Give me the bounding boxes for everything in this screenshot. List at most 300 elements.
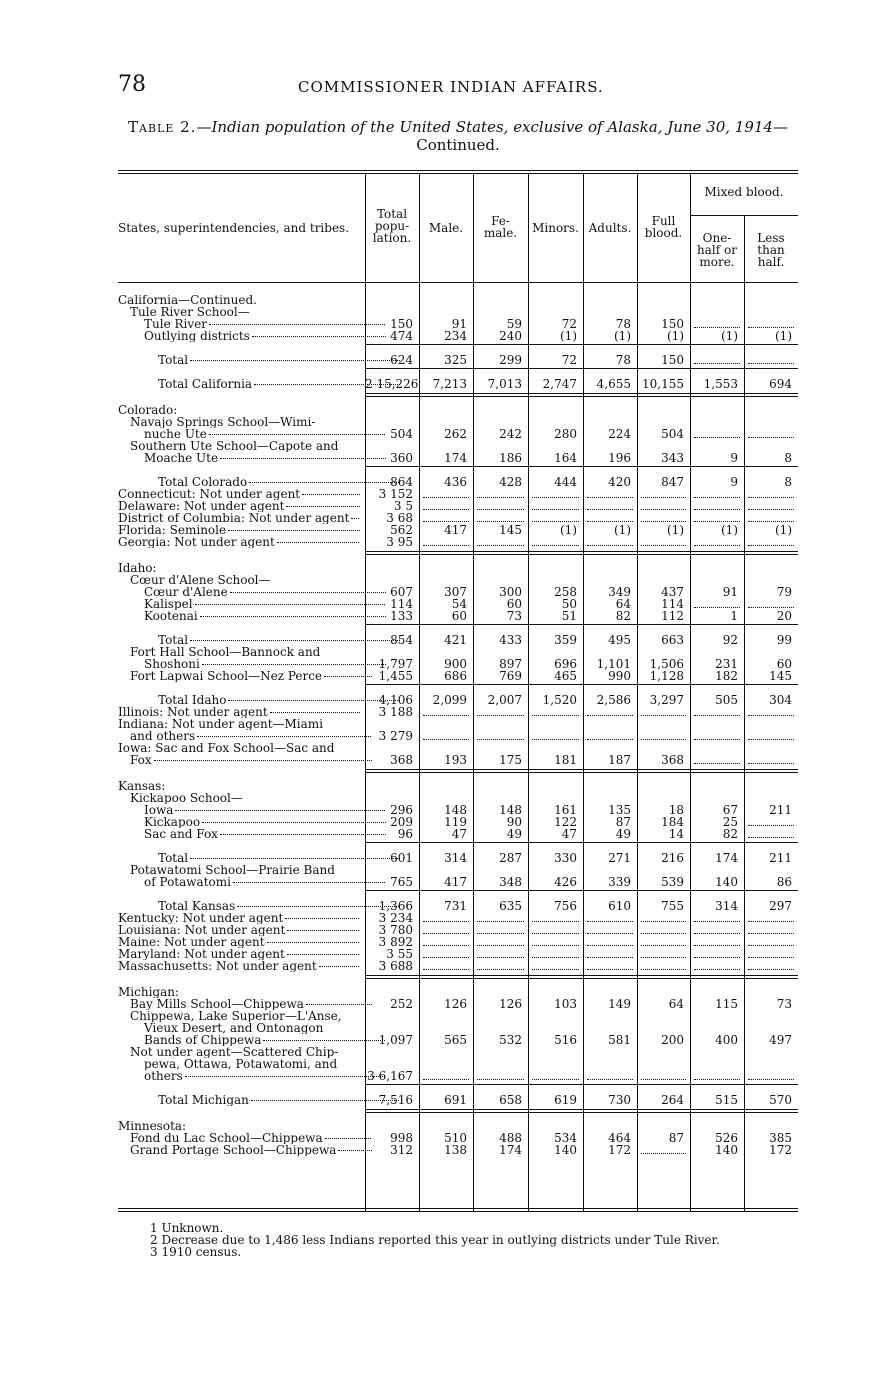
- total-rule: [365, 1084, 798, 1085]
- blank-cell-dots: [532, 933, 579, 934]
- data-cell: 20: [776, 609, 792, 623]
- data-cell: 562: [390, 523, 413, 537]
- blank-cell-dots: [532, 545, 579, 546]
- data-cell: 145: [769, 669, 792, 683]
- blank-cell-dots: [748, 497, 794, 498]
- blank-cell-dots: [532, 921, 579, 922]
- data-cell: 8: [784, 451, 792, 465]
- row-stub: [118, 452, 386, 464]
- data-cell: 359: [554, 633, 577, 647]
- row-stub: [118, 1010, 372, 1022]
- row-label: Iowa: Sac and Fox School—Sac and: [118, 742, 335, 754]
- data-cell: 114: [661, 597, 684, 611]
- leader-dots: [154, 760, 372, 761]
- data-cell: 325: [444, 353, 467, 367]
- total-rule: [365, 624, 798, 625]
- data-cell: 72: [561, 317, 577, 331]
- data-cell: 990: [608, 669, 631, 683]
- data-cell: 1,797: [378, 657, 413, 671]
- data-cell: 73: [776, 997, 792, 1011]
- blank-cell-dots: [587, 957, 633, 958]
- total-rule: [365, 344, 798, 345]
- data-cell: 9: [730, 475, 738, 489]
- blank-cell-dots: [641, 545, 686, 546]
- data-cell: 330: [554, 851, 577, 865]
- blank-cell-dots: [423, 509, 469, 510]
- leader-dots: [233, 882, 386, 883]
- data-cell: 464: [608, 1131, 631, 1145]
- data-cell: 264: [661, 1093, 684, 1107]
- blank-cell-dots: [587, 715, 633, 716]
- table-title: —Indian population of the United States, exclusive of Alaska, June 30, 1914—: [196, 118, 788, 136]
- data-cell: 18: [668, 803, 684, 817]
- row-stub: [118, 440, 372, 452]
- leader-dots: [319, 966, 360, 967]
- row-stub: [118, 476, 400, 488]
- blank-cell-dots: [477, 933, 524, 934]
- row-label: Louisiana: Not under agent: [118, 924, 286, 936]
- blank-cell-dots: [641, 933, 686, 934]
- row-label: Massachusetts: Not under agent: [118, 960, 317, 972]
- data-cell: 516: [554, 1033, 577, 1047]
- data-cell: 145: [499, 523, 522, 537]
- row-label: Total: [158, 354, 189, 366]
- leader-dots: [302, 494, 360, 495]
- data-cell: 3 95: [386, 535, 413, 549]
- data-cell: 348: [499, 875, 522, 889]
- blank-cell-dots: [477, 921, 524, 922]
- row-stub: [118, 960, 360, 972]
- blank-cell-dots: [748, 1079, 794, 1080]
- blank-cell-dots: [477, 1079, 524, 1080]
- blank-cell-dots: [694, 969, 740, 970]
- row-stub: [118, 730, 372, 742]
- blank-cell-dots: [532, 509, 579, 510]
- row-stub: [118, 586, 386, 598]
- data-cell: (1): [614, 523, 631, 537]
- data-cell: 1,506: [649, 657, 684, 671]
- data-cell: 258: [554, 585, 577, 599]
- row-stub: [118, 924, 360, 936]
- table-bottom-rule: [118, 1208, 798, 1209]
- data-cell: 87: [668, 1131, 684, 1145]
- data-cell: 224: [608, 427, 631, 441]
- row-label: Kootenai: [144, 610, 198, 622]
- data-cell: 172: [608, 1143, 631, 1157]
- blank-cell-dots: [748, 921, 794, 922]
- total-rule: [365, 684, 798, 685]
- blank-cell-dots: [641, 957, 686, 958]
- data-cell: 864: [390, 475, 413, 489]
- blank-cell-dots: [587, 521, 633, 522]
- data-cell: 161: [554, 803, 577, 817]
- data-cell: 209: [390, 815, 413, 829]
- data-cell: 307: [444, 585, 467, 599]
- data-cell: 231: [715, 657, 738, 671]
- data-cell: 2,099: [432, 693, 467, 707]
- blank-cell-dots: [694, 945, 740, 946]
- total-rule: [365, 890, 798, 891]
- row-stub: [118, 416, 372, 428]
- blank-cell-dots: [641, 921, 686, 922]
- data-cell: 1,101: [596, 657, 631, 671]
- data-cell: 148: [444, 803, 467, 817]
- group-rule: [365, 1109, 798, 1110]
- blank-cell-dots: [694, 763, 740, 764]
- row-label: Total Kansas: [158, 900, 236, 912]
- data-cell: 755: [661, 899, 684, 913]
- data-cell: 103: [554, 997, 577, 1011]
- blank-cell-dots: [748, 763, 794, 764]
- blank-cell-dots: [748, 545, 794, 546]
- row-label: Bands of Chippewa: [144, 1034, 262, 1046]
- row-stub: [118, 998, 372, 1010]
- row-stub: [118, 610, 386, 622]
- data-cell: (1): [560, 523, 577, 537]
- data-cell: 3 55: [386, 947, 413, 961]
- blank-cell-dots: [532, 739, 579, 740]
- data-cell: 54: [451, 597, 467, 611]
- row-stub: [118, 500, 360, 512]
- data-cell: 72: [561, 353, 577, 367]
- stub-header: States, superintendencies, and tribes.: [118, 221, 350, 235]
- data-cell: 114: [390, 597, 413, 611]
- blank-cell-dots: [748, 521, 794, 522]
- blank-cell-dots: [532, 969, 579, 970]
- blank-cell-dots: [748, 437, 794, 438]
- data-cell: 299: [499, 353, 522, 367]
- row-label: Kickapoo: [144, 816, 201, 828]
- row-stub: [118, 318, 386, 330]
- data-cell: 150: [390, 317, 413, 331]
- row-stub: [118, 404, 360, 416]
- row-label: Kalispel: [144, 598, 193, 610]
- row-label: of Potawatomi: [144, 876, 231, 888]
- total-rule: [365, 842, 798, 843]
- data-cell: 47: [451, 827, 467, 841]
- blank-cell-dots: [477, 969, 524, 970]
- data-cell: 174: [715, 851, 738, 865]
- data-cell: 172: [769, 1143, 792, 1157]
- header-minors: Minors.: [532, 221, 579, 235]
- row-stub: [118, 792, 372, 804]
- row-stub: [118, 330, 386, 342]
- data-cell: 7,516: [378, 1093, 413, 1107]
- data-cell: 300: [499, 585, 522, 599]
- header-less-than-half: Less than half.: [757, 231, 785, 269]
- table-caption: [118, 118, 798, 154]
- leader-dots: [230, 592, 386, 593]
- data-cell: 187: [608, 753, 631, 767]
- row-stub: [118, 986, 360, 998]
- blank-cell-dots: [748, 739, 794, 740]
- data-cell: 49: [506, 827, 522, 841]
- data-cell: 2,747: [542, 377, 577, 391]
- blank-cell-dots: [477, 521, 524, 522]
- row-label: Not under agent—Scattered Chip-: [130, 1046, 339, 1058]
- data-cell: 287: [499, 851, 522, 865]
- data-cell: 610: [608, 899, 631, 913]
- row-stub: [118, 828, 386, 840]
- row-stub: [118, 488, 360, 500]
- row-label: Total: [158, 852, 189, 864]
- row-stub: [118, 718, 360, 730]
- data-cell: 1,366: [378, 899, 413, 913]
- blank-cell-dots: [587, 739, 633, 740]
- data-cell: 79: [776, 585, 792, 599]
- leader-dots: [220, 458, 386, 459]
- data-cell: 91: [451, 317, 467, 331]
- blank-cell-dots: [532, 945, 579, 946]
- data-cell: 312: [390, 1143, 413, 1157]
- data-cell: 92: [722, 633, 738, 647]
- row-stub: [118, 900, 400, 912]
- running-head: COMMISSIONER INDIAN AFFAIRS.: [298, 78, 604, 96]
- row-stub: [118, 428, 386, 440]
- data-cell: 433: [499, 633, 522, 647]
- data-cell: 87: [615, 815, 631, 829]
- data-cell: 420: [608, 475, 631, 489]
- blank-cell-dots: [748, 715, 794, 716]
- data-cell: 78: [615, 317, 631, 331]
- header-adults: Adults.: [588, 221, 632, 235]
- leader-dots: [306, 1004, 372, 1005]
- blank-cell-dots: [423, 545, 469, 546]
- data-cell: 731: [444, 899, 467, 913]
- blank-cell-dots: [694, 1079, 740, 1080]
- data-cell: 150: [661, 353, 684, 367]
- row-label: Fort Lapwai School—Nez Perce: [130, 670, 323, 682]
- data-cell: 385: [769, 1131, 792, 1145]
- row-label: Shoshoni: [144, 658, 200, 670]
- data-cell: 532: [499, 1033, 522, 1047]
- data-cell: 3,297: [649, 693, 684, 707]
- row-stub: [118, 670, 372, 682]
- header-mixed-blood: Mixed blood.: [704, 185, 784, 199]
- data-cell: (1): [614, 329, 631, 343]
- blank-cell-dots: [748, 837, 794, 838]
- data-cell: 242: [499, 427, 522, 441]
- data-cell: 601: [390, 851, 413, 865]
- row-stub: [118, 306, 372, 318]
- row-stub: [118, 562, 360, 574]
- data-cell: 349: [608, 585, 631, 599]
- blank-cell-dots: [748, 825, 794, 826]
- data-cell: 25: [722, 815, 738, 829]
- row-stub: [118, 694, 400, 706]
- data-cell: 1,128: [649, 669, 684, 683]
- data-cell: 686: [444, 669, 467, 683]
- row-label: Cœur d'Alene: [144, 586, 228, 598]
- data-cell: 112: [661, 609, 684, 623]
- data-cell: 280: [554, 427, 577, 441]
- row-label: Florida: Seminole: [118, 524, 227, 536]
- data-cell: 126: [499, 997, 522, 1011]
- data-cell: 504: [661, 427, 684, 441]
- data-cell: 581: [608, 1033, 631, 1047]
- data-cell: 2,007: [487, 693, 522, 707]
- blank-cell-dots: [694, 363, 740, 364]
- data-cell: 7,213: [432, 377, 467, 391]
- data-cell: 3 234: [378, 911, 413, 925]
- blank-cell-dots: [694, 509, 740, 510]
- data-cell: 193: [444, 753, 467, 767]
- blank-cell-dots: [587, 509, 633, 510]
- row-label: Tule River School—: [130, 306, 250, 318]
- leader-dots: [351, 518, 360, 519]
- data-cell: 148: [499, 803, 522, 817]
- data-cell: 64: [615, 597, 631, 611]
- data-cell: 691: [444, 1093, 467, 1107]
- data-cell: 1,553: [703, 377, 738, 391]
- table-top-rule: [118, 170, 798, 171]
- data-cell: 417: [444, 875, 467, 889]
- row-stub: [118, 742, 360, 754]
- blank-cell-dots: [641, 509, 686, 510]
- row-stub: [118, 852, 400, 864]
- data-cell: 769: [499, 669, 522, 683]
- row-stub: [118, 524, 360, 536]
- data-cell: 64: [668, 997, 684, 1011]
- data-cell: 2 15,226: [365, 377, 419, 391]
- blank-cell-dots: [477, 715, 524, 716]
- data-cell: (1): [721, 329, 738, 343]
- blank-cell-dots: [694, 545, 740, 546]
- data-cell: 296: [390, 803, 413, 817]
- data-cell: 360: [390, 451, 413, 465]
- data-cell: 1,455: [378, 669, 413, 683]
- data-cell: 426: [554, 875, 577, 889]
- data-cell: 998: [390, 1131, 413, 1145]
- row-label: Georgia: Not under agent: [118, 536, 275, 548]
- group-rule-2: [365, 772, 798, 773]
- data-cell: 91: [722, 585, 738, 599]
- data-cell: 211: [769, 803, 792, 817]
- data-cell: 196: [608, 451, 631, 465]
- row-stub: [118, 876, 386, 888]
- data-cell: 51: [561, 609, 577, 623]
- header-female: Fe- male.: [483, 214, 518, 240]
- data-cell: 3 892: [378, 935, 413, 949]
- blank-cell-dots: [748, 969, 794, 970]
- footnote-3: 3 1910 census.: [150, 1245, 242, 1259]
- blank-cell-dots: [694, 607, 740, 608]
- blank-cell-dots: [748, 509, 794, 510]
- data-cell: 730: [608, 1093, 631, 1107]
- data-cell: 417: [444, 523, 467, 537]
- row-stub: [118, 780, 360, 792]
- blank-cell-dots: [748, 945, 794, 946]
- data-cell: 539: [661, 875, 684, 889]
- table-top-rule-2: [118, 173, 798, 174]
- data-cell: (1): [667, 329, 684, 343]
- blank-cell-dots: [532, 497, 579, 498]
- row-stub: [118, 1046, 372, 1058]
- leader-dots: [200, 616, 386, 617]
- group-rule: [365, 769, 798, 770]
- data-cell: 122: [554, 815, 577, 829]
- data-cell: (1): [721, 523, 738, 537]
- blank-cell-dots: [532, 715, 579, 716]
- blank-cell-dots: [641, 715, 686, 716]
- row-label: Delaware: Not under agent: [118, 500, 285, 512]
- table-label: Table 2.: [128, 118, 197, 136]
- row-label: and others: [130, 730, 196, 742]
- data-cell: 78: [615, 353, 631, 367]
- row-label: Potawatomi School—Prairie Band: [130, 864, 335, 876]
- data-cell: 182: [715, 669, 738, 683]
- data-cell: 49: [615, 827, 631, 841]
- data-cell: 240: [499, 329, 522, 343]
- data-cell: 60: [506, 597, 522, 611]
- row-label: Southern Ute School—Capote and: [130, 440, 339, 452]
- row-stub: [118, 864, 372, 876]
- data-cell: 510: [444, 1131, 467, 1145]
- row-label: Total: [158, 634, 189, 646]
- data-cell: 607: [390, 585, 413, 599]
- data-cell: 82: [615, 609, 631, 623]
- blank-cell-dots: [532, 521, 579, 522]
- data-cell: 175: [499, 753, 522, 767]
- data-cell: 465: [554, 669, 577, 683]
- data-cell: 86: [776, 875, 792, 889]
- data-cell: 495: [608, 633, 631, 647]
- data-cell: (1): [667, 523, 684, 537]
- leader-dots: [175, 810, 386, 811]
- total-rule: [365, 466, 798, 467]
- table-title-continued: Continued.: [416, 136, 500, 154]
- row-label: District of Columbia: Not under agent: [118, 512, 350, 524]
- blank-cell-dots: [694, 739, 740, 740]
- row-stub: [118, 378, 400, 390]
- data-cell: 505: [715, 693, 738, 707]
- data-cell: 50: [561, 597, 577, 611]
- row-label: Outlying districts: [144, 330, 250, 342]
- blank-cell-dots: [477, 509, 524, 510]
- data-cell: 140: [554, 1143, 577, 1157]
- data-cell: 534: [554, 1131, 577, 1145]
- row-label: Kentucky: Not under agent: [118, 912, 284, 924]
- blank-cell-dots: [694, 521, 740, 522]
- data-cell: 126: [444, 997, 467, 1011]
- data-cell: 343: [661, 451, 684, 465]
- row-label: Illinois: Not under agent: [118, 706, 268, 718]
- data-cell: 3 279: [378, 729, 413, 743]
- footnote-2: 2 Decrease due to 1,486 less Indians reported this year in outlying districts under Tule River.: [150, 1233, 720, 1247]
- row-stub: [118, 536, 360, 548]
- blank-cell-dots: [477, 957, 524, 958]
- data-cell: 1: [730, 609, 738, 623]
- row-label: Maine: Not under agent: [118, 936, 265, 948]
- data-cell: 3 6,167: [367, 1069, 413, 1083]
- data-cell: 1,520: [542, 693, 577, 707]
- data-cell: 67: [722, 803, 738, 817]
- data-cell: 82: [722, 827, 738, 841]
- row-stub: [118, 1070, 386, 1082]
- row-stub: [118, 816, 386, 828]
- leader-dots: [195, 604, 386, 605]
- leader-dots: [209, 324, 386, 325]
- row-label: nuche Ute: [144, 428, 207, 440]
- row-label: Bay Mills School—Chippewa: [130, 998, 304, 1010]
- data-cell: 211: [769, 851, 792, 865]
- data-cell: 897: [499, 657, 522, 671]
- row-label: Tule River: [144, 318, 207, 330]
- row-label: Maryland: Not under agent: [118, 948, 285, 960]
- blank-cell-dots: [748, 933, 794, 934]
- blank-cell-dots: [694, 921, 740, 922]
- data-cell: 10,155: [642, 377, 684, 391]
